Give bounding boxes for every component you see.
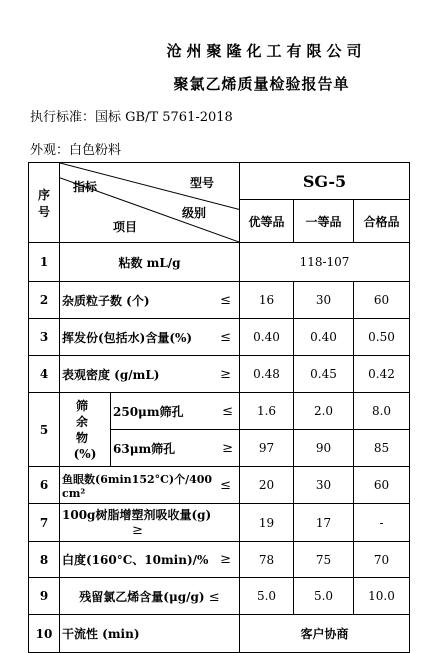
value-premium: 0.48 <box>240 356 294 393</box>
item-label: 项目 <box>113 220 138 234</box>
compare-symbol: ≥ <box>220 552 231 567</box>
value-first: 0.40 <box>294 319 354 356</box>
row-no: 6 <box>29 467 60 504</box>
row-no: 9 <box>29 578 60 615</box>
model-label: 型号 <box>190 176 215 190</box>
table-row <box>29 319 410 356</box>
compare-symbol: ≤ <box>222 403 233 419</box>
value-first: 17 <box>294 504 354 542</box>
row-no: 1 <box>29 243 60 282</box>
seq-header-1: 序 <box>37 187 50 202</box>
value-premium: 20 <box>240 467 294 504</box>
row-label: 挥发份(包括水)含量(%) <box>62 330 193 345</box>
sub-label: 250μm筛孔 <box>113 404 184 419</box>
value-qualified: 10.0 <box>354 578 410 615</box>
value-first: 90 <box>294 430 354 467</box>
compare-symbol: ≤ <box>220 477 231 493</box>
row-label: 100g树脂增塑剂吸收量(g) <box>62 507 212 522</box>
compare-symbol: ≤ <box>220 329 231 345</box>
table-row <box>29 578 410 615</box>
sieve-group-line1: 筛 余 物 <box>75 398 94 445</box>
compare-symbol: ≥ <box>220 366 231 382</box>
row-label: 鱼眼数(6min152°C)个/400 cm² <box>62 472 213 500</box>
row-label-cell <box>60 356 240 393</box>
row-no: 8 <box>29 542 60 578</box>
value-first: 2.0 <box>294 393 354 430</box>
row-label: 表观密度 (g/mL) <box>62 367 160 382</box>
table-row <box>29 615 410 653</box>
value-premium: 0.40 <box>240 319 294 356</box>
value-first: 30 <box>294 282 354 319</box>
value-first: 5.0 <box>294 578 354 615</box>
value-premium: 5.0 <box>240 578 294 615</box>
row-label: 残留氯乙烯含量(μg/g) <box>79 589 205 604</box>
table-row <box>29 393 410 430</box>
seq-header-2: 号 <box>37 204 50 219</box>
document-title: 聚氯乙烯质量检验报告单 <box>173 75 350 93</box>
company-name: 沧州聚隆化工有限公司 <box>166 42 367 60</box>
diagonal-header-cell <box>60 163 240 243</box>
row-label-cell <box>60 504 240 542</box>
seq-header-cell <box>29 163 60 243</box>
value-premium: 19 <box>240 504 294 542</box>
row-merged-value: 118-107 <box>240 243 410 282</box>
row-no: 7 <box>29 504 60 542</box>
compare-symbol: ≥ <box>222 440 233 456</box>
grade-premium: 优等品 <box>240 200 294 243</box>
grade-label: 级别 <box>182 206 207 220</box>
value-first: 0.45 <box>294 356 354 393</box>
row-label-cell <box>60 319 240 356</box>
table-row <box>29 542 410 578</box>
table-row <box>29 282 410 319</box>
table-row <box>29 504 410 542</box>
sub-label: 63μm筛孔 <box>113 441 176 456</box>
value-qualified: 0.42 <box>354 356 410 393</box>
compare-symbol: ≤ <box>208 589 220 605</box>
row-no: 5 <box>29 393 60 467</box>
indicator-label: 指标 <box>73 180 98 194</box>
sub-label-cell <box>111 393 240 430</box>
value-premium: 97 <box>240 430 294 467</box>
value-qualified: 0.50 <box>354 319 410 356</box>
table-row <box>29 467 410 504</box>
value-premium: 16 <box>240 282 294 319</box>
value-qualified: 85 <box>354 430 410 467</box>
row-label: 白度(160°C、10min)/% <box>62 553 209 567</box>
row-label: 干流性 (min) <box>60 615 240 653</box>
sieve-group-label <box>60 393 111 467</box>
row-no: 4 <box>29 356 60 393</box>
grade-first: 一等品 <box>294 200 354 243</box>
compare-symbol: ≤ <box>220 292 231 308</box>
row-no: 2 <box>29 282 60 319</box>
row-no: 3 <box>29 319 60 356</box>
value-qualified: 70 <box>354 542 410 578</box>
value-premium: 1.6 <box>240 393 294 430</box>
table-row <box>29 243 410 282</box>
value-premium: 78 <box>240 542 294 578</box>
row-label: 粘数 mL/g <box>60 243 240 282</box>
row-label: 杂质粒子数 (个) <box>62 293 150 308</box>
row-label-cell <box>60 467 240 504</box>
row-label-cell <box>60 542 240 578</box>
row-no: 10 <box>29 615 60 653</box>
value-first: 75 <box>294 542 354 578</box>
table-header-row <box>29 163 410 200</box>
value-qualified: - <box>354 504 410 542</box>
model-value-cell: SG-5 <box>240 163 410 200</box>
sub-label-cell <box>111 430 240 467</box>
row-merged-value: 客户协商 <box>240 615 410 653</box>
value-first: 30 <box>294 467 354 504</box>
grade-qualified: 合格品 <box>354 200 410 243</box>
row-label-cell <box>60 282 240 319</box>
value-qualified: 60 <box>354 467 410 504</box>
value-qualified: 8.0 <box>354 393 410 430</box>
table-row <box>29 356 410 393</box>
standard-line: 执行标准：国标 GB/T 5761-2018 <box>30 110 233 125</box>
compare-symbol: ≥ <box>132 522 143 538</box>
spec-table <box>28 162 410 653</box>
appearance-line: 外观：白色粉料 <box>30 143 122 158</box>
row-label-cell <box>60 578 240 615</box>
sieve-group-line2: (%) <box>73 446 97 461</box>
value-qualified: 60 <box>354 282 410 319</box>
